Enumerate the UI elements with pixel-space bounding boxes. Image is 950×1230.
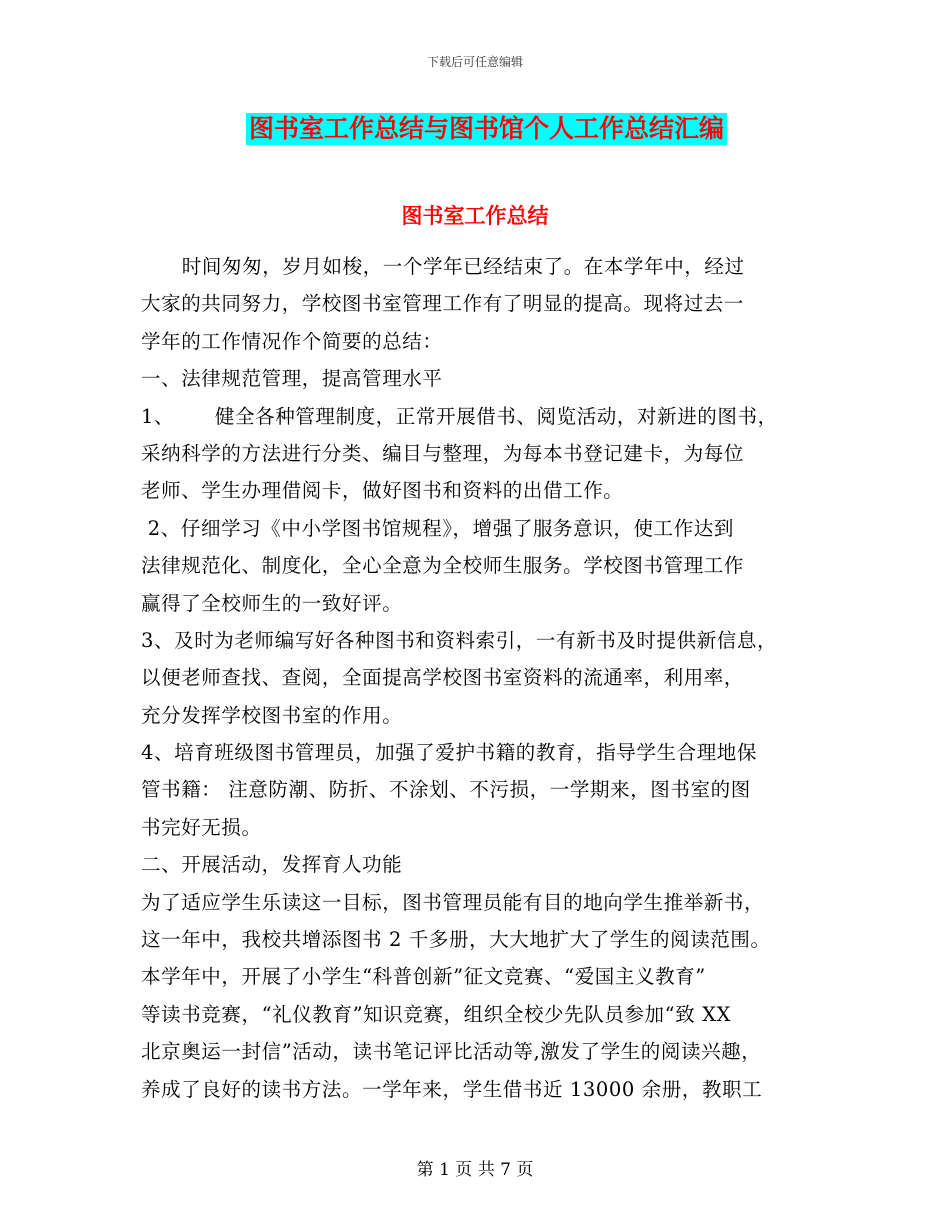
body-line: 采纳科学的方法进行分类、编目与整理，为每本书登记建卡，为每位	[141, 441, 745, 465]
body-line: 学年的工作情况作个简要的总结：	[141, 329, 443, 353]
header-note: 下载后可任意编辑	[426, 55, 523, 69]
heading-1: 一、法律规范管理，提高管理水平	[141, 367, 443, 391]
body-line: 老师、学生办理借阅卡，做好图书和资料的出借工作。	[141, 479, 624, 503]
body-line: 本学年中，开展了小学生“科普创新”征文竞赛、“爱国主义教育”	[141, 965, 706, 989]
body-line: 法律规范化、制度化，全心全意为全校师生服务。学校图书管理工作	[141, 554, 745, 578]
body-line: 3、及时为老师编写好各种图书和资料索引，一有新书及时提供新信息，	[141, 628, 778, 652]
body-text	[141, 248, 821, 1108]
body-line: 4、培育班级图书管理员，加强了爱护书籍的教育，指导学生合理地保	[141, 741, 758, 765]
body-line: 2、仔细学习《中小学图书馆规程》，增强了服务意识，使工作达到	[141, 516, 734, 540]
body-line: 以便老师查找、查阅，全面提高学校图书室资料的流通率，利用率，	[141, 666, 745, 690]
body-line: 这一年中，我校共增添图书 2 千多册，大大地扩大了学生的阅读范围。	[141, 928, 771, 952]
body-line: 为了适应学生乐读这一目标，图书管理员能有目的地向学生推举新书，	[141, 890, 765, 914]
body-line: 北京奥运一封信”活动，读书笔记评比活动等,激发了学生的阅读兴趣，	[141, 1040, 762, 1064]
body-line: 1、 健全各种管理制度，正常开展借书、阅览活动，对新进的图书，	[141, 404, 778, 428]
body-line: 等读书竞赛，“礼仪教育”知识竞赛，组织全校少先队员参加“致 XX	[141, 1002, 732, 1026]
body-line: 时间匆匆，岁月如梭，一个学年已经结束了。在本学年中，经过	[141, 255, 745, 278]
page-footer: 第 1 页 共 7 页	[416, 1160, 534, 1180]
body-line: 管书籍： 注意防潮、防折、不涂划、不污损，一学期来，图书室的图	[141, 778, 751, 802]
body-line: 书完好无损。	[141, 815, 262, 839]
section-title: 图书室工作总结	[401, 204, 549, 228]
body-line: 大家的共同努力，学校图书室管理工作有了明显的提高。现将过去一	[141, 292, 745, 316]
body-line: 充分发挥学校图书室的作用。	[141, 703, 403, 727]
body-line: 养成了良好的读书方法。一学年来，学生借书近 13000 余册，教职工	[141, 1077, 763, 1101]
heading-2: 二、开展活动，发挥育人功能	[141, 853, 403, 877]
body-line: 赢得了全校师生的一致好评。	[141, 591, 403, 615]
document-title: 图书室工作总结与图书馆个人工作总结汇编	[246, 113, 727, 145]
